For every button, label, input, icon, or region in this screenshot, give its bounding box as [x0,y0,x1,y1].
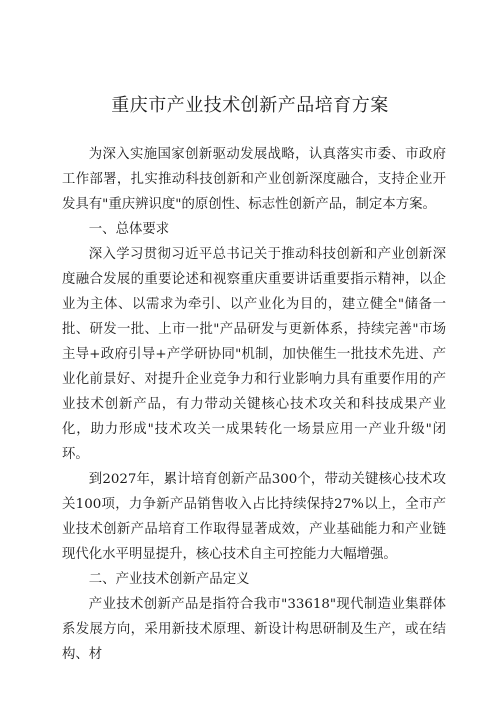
section-heading-product-definition: 二、产业技术创新产品定义 [88,572,250,587]
intro-paragraph: 为深入实施国家创新驱动发展战略，认真落实市委、市政府工作部署，扎实推动科技创新和产业创新深度融合，支持企业开发具有"重庆辨识度"的原创性、标志性创新产品，制定本方案。 [62,147,446,212]
targets-paragraph: 到2027年，累计培育创新产品300个，带动关键核心技术攻关100项，力争新产品销售收入占比持续保持27%以上，全市产业技术创新产品培育工作取得显著成效，产业基础能力和产业链现代化水平明显提升，核心技术自主可控能力大幅增强。 [62,472,446,562]
section-heading-general-requirements: 一、总体要求 [88,222,170,237]
document-title: 重庆市产业技术创新产品培育方案 [111,95,389,116]
document-body [62,142,446,667]
general-requirements-paragraph: 深入学习贯彻习近平总书记关于推动科技创新和产业创新深度融合发展的重要论述和视察重庆重要讲话重要指示精神，以企业为主体、以需求为牵引、以产业化为目的，建立健全"储备一批、研发一批、上市一批"产品研发与更新体系，持续完善"市场主导+政府引导+产学研协同"机制，加快催生一批技术先进、产业化前景好、对提升企业竞争力和行业影响力具有重要作用的产业技术创新产品，有力带动关键核心技术攻关和科技成果产业化，助力形成"技术攻关一成果转化一场景应用一产业升级"闭环。 [62,247,446,462]
product-definition-paragraph: 产业技术创新产品是指符合我市"33618"现代制造业集群体系发展方向，采用新技术原理、新设计构思研制及生产，或在结构、材 [62,597,446,662]
